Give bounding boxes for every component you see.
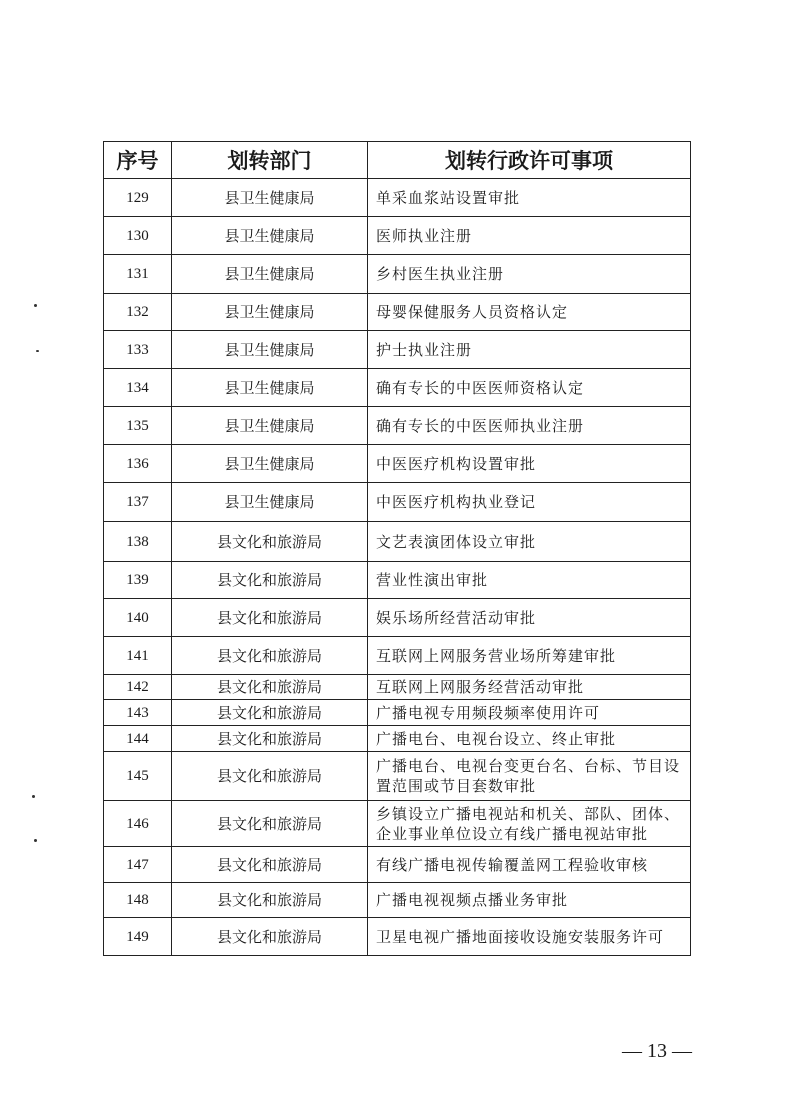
row-permit-item: 医师执业注册 (368, 217, 691, 255)
row-permit-item: 确有专长的中医医师资格认定 (368, 369, 691, 407)
row-serial-number: 138 (104, 522, 172, 562)
row-serial-number: 143 (104, 700, 172, 726)
table-row (104, 522, 691, 562)
scan-speck (36, 350, 39, 352)
row-department: 县卫生健康局 (172, 331, 368, 369)
row-permit-item: 广播电台、电视台设立、终止审批 (368, 726, 691, 752)
row-serial-number: 137 (104, 483, 172, 522)
page-number: — 13 — (622, 1040, 692, 1062)
row-permit-item: 中医医疗机构设置审批 (368, 445, 691, 483)
row-permit-item: 广播电台、电视台变更台名、台标、节目设置范围或节目套数审批 (368, 752, 691, 801)
scan-speck (32, 795, 35, 798)
row-permit-item: 互联网上网服务经营活动审批 (368, 675, 691, 700)
row-serial-number: 148 (104, 883, 172, 918)
header-serial-number: 序号 (104, 142, 172, 179)
table-row (104, 599, 691, 637)
table-header-row (104, 142, 691, 179)
row-serial-number: 146 (104, 801, 172, 847)
row-serial-number: 145 (104, 752, 172, 801)
row-permit-item: 确有专长的中医医师执业注册 (368, 407, 691, 445)
row-serial-number: 133 (104, 331, 172, 369)
row-department: 县文化和旅游局 (172, 801, 368, 847)
row-department: 县卫生健康局 (172, 217, 368, 255)
scan-speck (34, 839, 37, 842)
row-permit-item: 娱乐场所经营活动审批 (368, 599, 691, 637)
row-permit-item: 营业性演出审批 (368, 562, 691, 599)
table-row (104, 331, 691, 369)
row-department: 县卫生健康局 (172, 445, 368, 483)
row-department: 县卫生健康局 (172, 294, 368, 331)
row-serial-number: 141 (104, 637, 172, 675)
row-department: 县卫生健康局 (172, 483, 368, 522)
table-body (104, 179, 691, 956)
row-serial-number: 139 (104, 562, 172, 599)
header-department: 划转部门 (172, 142, 368, 179)
table-row (104, 918, 691, 956)
row-department: 县文化和旅游局 (172, 883, 368, 918)
row-department: 县卫生健康局 (172, 179, 368, 217)
row-permit-item: 广播电视专用频段频率使用许可 (368, 700, 691, 726)
row-permit-item: 乡村医生执业注册 (368, 255, 691, 294)
table-row (104, 801, 691, 847)
table-row (104, 847, 691, 883)
row-serial-number: 132 (104, 294, 172, 331)
row-serial-number: 130 (104, 217, 172, 255)
row-serial-number: 149 (104, 918, 172, 956)
row-permit-item: 中医医疗机构执业登记 (368, 483, 691, 522)
row-serial-number: 134 (104, 369, 172, 407)
table-row (104, 883, 691, 918)
row-department: 县卫生健康局 (172, 255, 368, 294)
table-row (104, 294, 691, 331)
row-department: 县文化和旅游局 (172, 700, 368, 726)
row-department: 县文化和旅游局 (172, 562, 368, 599)
table-row (104, 726, 691, 752)
row-department: 县文化和旅游局 (172, 599, 368, 637)
row-permit-item: 互联网上网服务营业场所筹建审批 (368, 637, 691, 675)
row-serial-number: 135 (104, 407, 172, 445)
row-serial-number: 144 (104, 726, 172, 752)
row-permit-item: 广播电视视频点播业务审批 (368, 883, 691, 918)
row-serial-number: 147 (104, 847, 172, 883)
row-permit-item: 乡镇设立广播电视站和机关、部队、团体、企业事业单位设立有线广播电视站审批 (368, 801, 691, 847)
row-serial-number: 140 (104, 599, 172, 637)
row-department: 县卫生健康局 (172, 407, 368, 445)
table-row (104, 562, 691, 599)
table-row (104, 700, 691, 726)
row-department: 县文化和旅游局 (172, 752, 368, 801)
row-department: 县文化和旅游局 (172, 522, 368, 562)
row-permit-item: 单采血浆站设置审批 (368, 179, 691, 217)
row-permit-item: 护士执业注册 (368, 331, 691, 369)
transfer-items-table (103, 141, 691, 956)
row-permit-item: 有线广播电视传输覆盖网工程验收审核 (368, 847, 691, 883)
row-serial-number: 142 (104, 675, 172, 700)
row-serial-number: 136 (104, 445, 172, 483)
row-department: 县文化和旅游局 (172, 675, 368, 700)
table-row (104, 752, 691, 801)
table-row (104, 217, 691, 255)
row-department: 县卫生健康局 (172, 369, 368, 407)
header-permit-item: 划转行政许可事项 (368, 142, 691, 179)
row-permit-item: 卫星电视广播地面接收设施安装服务许可 (368, 918, 691, 956)
table-row (104, 675, 691, 700)
row-department: 县文化和旅游局 (172, 637, 368, 675)
table-row (104, 179, 691, 217)
scan-speck (34, 304, 37, 307)
table-row (104, 483, 691, 522)
row-permit-item: 母婴保健服务人员资格认定 (368, 294, 691, 331)
row-department: 县文化和旅游局 (172, 918, 368, 956)
row-department: 县文化和旅游局 (172, 726, 368, 752)
row-permit-item: 文艺表演团体设立审批 (368, 522, 691, 562)
table-row (104, 637, 691, 675)
table-row (104, 445, 691, 483)
row-department: 县文化和旅游局 (172, 847, 368, 883)
row-serial-number: 131 (104, 255, 172, 294)
row-serial-number: 129 (104, 179, 172, 217)
table-row (104, 407, 691, 445)
table-row (104, 255, 691, 294)
table-row (104, 369, 691, 407)
